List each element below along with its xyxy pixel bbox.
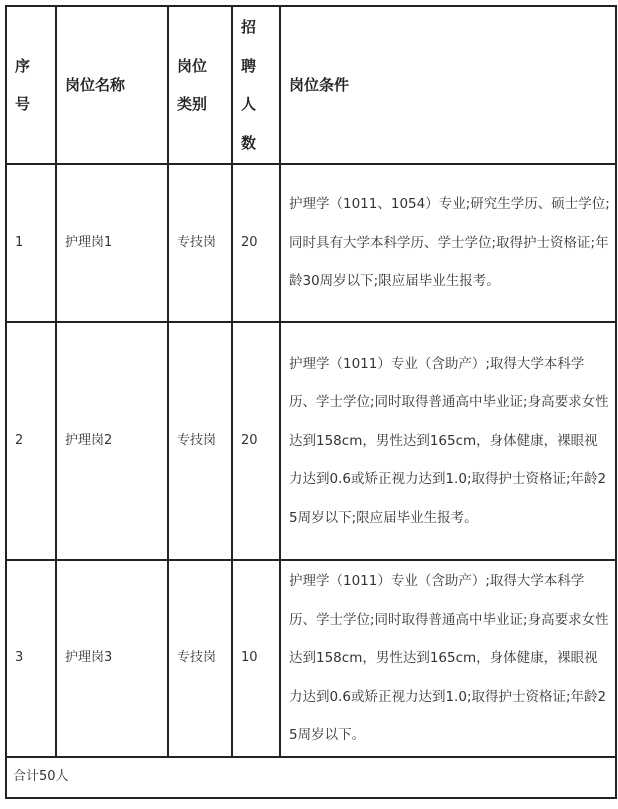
header-name: 岗位名称 <box>56 6 168 164</box>
row-conditions: 护理学（1011）专业（含助产）;取得大学本科学历、学士学位;同时取得普通高中毕业证;身高要求女性达到158cm，男性达到165cm，身体健康，裸眼视力达到0.6或矫正视力达到1.0;取得护士资格证;年龄25周岁以下;限应届毕业生报考。 <box>280 322 616 560</box>
row-conditions: 护理学（1011、1054）专业;研究生学历、硕士学位;同时具有大学本科学历、学士学位;取得护士资格证;年龄30周岁以下;限应届毕业生报考。 <box>280 164 616 322</box>
header-conditions: 岗位条件 <box>280 6 616 164</box>
header-count <box>232 6 280 164</box>
row-category: 专技岗 <box>168 560 232 757</box>
header-index-line: 号 <box>15 95 31 113</box>
header-category-line: 岗位 <box>177 56 208 75</box>
row-index: 3 <box>6 560 56 757</box>
table-row <box>6 560 616 757</box>
header-count-char: 人 <box>241 95 257 113</box>
header-count-char: 数 <box>241 133 257 152</box>
row-name: 护理岗2 <box>56 322 168 560</box>
header-category <box>168 6 232 164</box>
row-index: 1 <box>6 164 56 322</box>
header-row <box>6 6 616 164</box>
row-count: 20 <box>232 322 280 560</box>
table-row <box>6 164 616 322</box>
row-count: 20 <box>232 164 280 322</box>
table-row <box>6 322 616 560</box>
row-index: 2 <box>6 322 56 560</box>
row-name: 护理岗3 <box>56 560 168 757</box>
row-category: 专技岗 <box>168 322 232 560</box>
total-row <box>6 757 616 798</box>
row-name: 护理岗1 <box>56 164 168 322</box>
header-count-char: 招 <box>241 18 257 36</box>
header-category-line: 类别 <box>177 95 208 113</box>
header-count-char: 聘 <box>241 56 257 75</box>
row-count: 10 <box>232 560 280 757</box>
header-index <box>6 6 56 164</box>
recruitment-table <box>5 5 617 799</box>
total-text: 合计50人 <box>6 757 616 798</box>
row-conditions: 护理学（1011）专业（含助产）;取得大学本科学历、学士学位;同时取得普通高中毕业证;身高要求女性达到158cm，男性达到165cm，身体健康，裸眼视力达到0.6或矫正视力达到1.0;取得护士资格证;年龄25周岁以下。 <box>280 560 616 757</box>
header-index-line: 序 <box>15 56 31 75</box>
row-category: 专技岗 <box>168 164 232 322</box>
